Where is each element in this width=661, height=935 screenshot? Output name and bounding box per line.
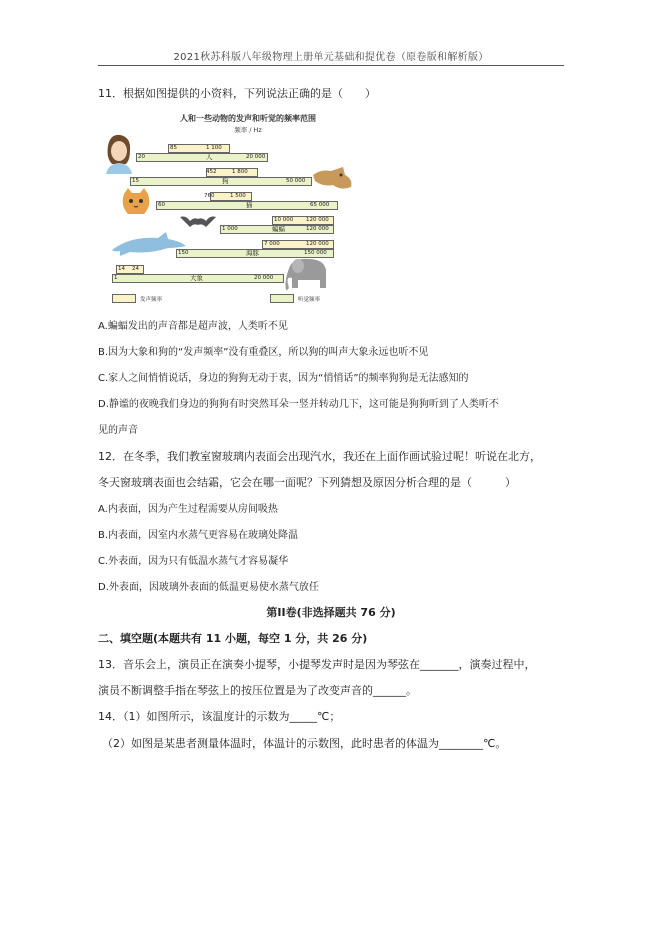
page-header: 2021秋苏科版八年级物理上册单元基础和提优卷（原卷版和解析版） xyxy=(173,52,489,63)
q12-option-a: A.内表面，因为产生过程需要从房间吸热 xyxy=(98,504,278,515)
human-hear-low: 20 xyxy=(138,154,145,160)
elephant-emit-low: 14 xyxy=(118,266,125,272)
cat-illustration xyxy=(120,188,152,216)
cat-emit-high: 1 500 xyxy=(230,193,246,199)
q12-option-d: D.外表面，因玻璃外表面的低温更易使水蒸气放任 xyxy=(98,582,319,593)
figure-title: 人和一些动物的发声和听觉的频率范围 xyxy=(180,113,316,123)
cat-hear-low: 60 xyxy=(158,202,165,208)
q13-line2: 演员不断调整手指在琴弦上的按压位置是为了改变声音的______。 xyxy=(98,684,417,697)
q12-option-c: C.外表面，因为只有低温水蒸气才容易凝华 xyxy=(98,556,289,567)
elephant-illustration xyxy=(284,256,334,292)
dog-emit-low: 452 xyxy=(206,169,217,175)
bat-emit-low: 10 000 xyxy=(274,217,294,223)
cat-emit-low: 760 xyxy=(204,193,215,199)
elephant-hear-low: 1 xyxy=(114,275,118,281)
q11-option-d-line2: 见的声音 xyxy=(98,425,138,436)
dog-hear-bar xyxy=(130,177,312,186)
bat-hear-high: 120 000 xyxy=(306,226,329,232)
dog-hear-high: 50 000 xyxy=(286,178,306,184)
q11-stem: 11．根据如图提供的小资料，下列说法正确的是（ ） xyxy=(98,87,376,100)
frequency-range-figure xyxy=(96,110,358,310)
header-rule xyxy=(98,65,564,66)
human-illustration xyxy=(100,132,136,174)
q11-option-c: C.家人之间悄悄说话，身边的狗狗无动于衷，因为“悄悄话”的频率狗狗是无法感知的 xyxy=(98,373,469,384)
dolphin-label: 海豚 xyxy=(246,249,259,257)
q12-stem-line1: 12．在冬季，我们教室窗玻璃内表面会出现汽水，我还在上面作画试验过呢！听说在北方， xyxy=(98,450,541,463)
cat-hear-high: 65 000 xyxy=(310,202,330,208)
human-emit-low: 85 xyxy=(170,145,177,151)
dolphin-emit-high: 120 000 xyxy=(306,241,329,247)
elephant-hear-high: 20 000 xyxy=(254,275,274,281)
dog-illustration xyxy=(311,165,355,193)
legend-emit-label: 发声频率 xyxy=(140,297,163,303)
legend-hear-label: 听觉频率 xyxy=(298,297,321,303)
legend-hear-swatch xyxy=(270,294,294,303)
q11-option-a: A.蝙蝠发出的声音都是超声波，人类听不见 xyxy=(98,321,288,332)
bat-emit-high: 120 000 xyxy=(306,217,329,223)
dolphin-emit-low: 7 000 xyxy=(264,241,280,247)
q12-option-b: B.内表面，因室内水蒸气更容易在玻璃处降温 xyxy=(98,530,299,541)
q14-line2: （2）如图是某患者测量体温时，体温计的示数图，此时患者的体温为________℃。 xyxy=(102,737,507,750)
bat-hear-low: 1 000 xyxy=(222,226,238,232)
bat-label: 蝙蝠 xyxy=(272,225,285,233)
dog-hear-low: 15 xyxy=(132,178,139,184)
section-title: 第II卷(非选择题共 76 分) xyxy=(266,606,396,619)
dog-emit-high: 1 800 xyxy=(232,169,248,175)
part-two-heading: 二、填空题(本题共有 11 小题，每空 1 分，共 26 分) xyxy=(98,632,368,645)
dog-label: 狗 xyxy=(222,177,229,185)
dolphin-hear-low: 150 xyxy=(178,250,189,256)
q14-line1: 14．（1）如图所示，该温度计的示数为_____℃； xyxy=(98,710,341,723)
figure-unit: 频率 / Hz xyxy=(234,126,262,134)
legend-emit-swatch xyxy=(112,294,136,303)
cat-label: 猫 xyxy=(246,201,253,209)
human-emit-high: 1 100 xyxy=(206,145,222,151)
bat-illustration xyxy=(180,213,216,229)
q11-option-d-line1: D.静谧的夜晚我们身边的狗狗有时突然耳朵一竖并转动几下，这可能是狗狗听到了人类听不 xyxy=(98,399,499,410)
q12-stem-line2: 冬天窗玻璃表面也会结霜，它会在哪一面呢？下列猜想及原因分析合理的是（ ） xyxy=(98,476,516,489)
dolphin-hear-high: 150 000 xyxy=(304,250,327,256)
human-hear-high: 20 000 xyxy=(246,154,266,160)
elephant-emit-high: 24 xyxy=(132,266,139,272)
q13-line1: 13．音乐会上，演员正在演奏小提琴，小提琴发声时是因为琴弦在_______，演奏过程中， xyxy=(98,658,536,671)
human-label: 人 xyxy=(206,153,213,161)
elephant-label: 大象 xyxy=(190,274,203,282)
q11-option-b: B.因为大象和狗的“发声频率”没有重叠区，所以狗的叫声大象永远也听不见 xyxy=(98,347,429,358)
